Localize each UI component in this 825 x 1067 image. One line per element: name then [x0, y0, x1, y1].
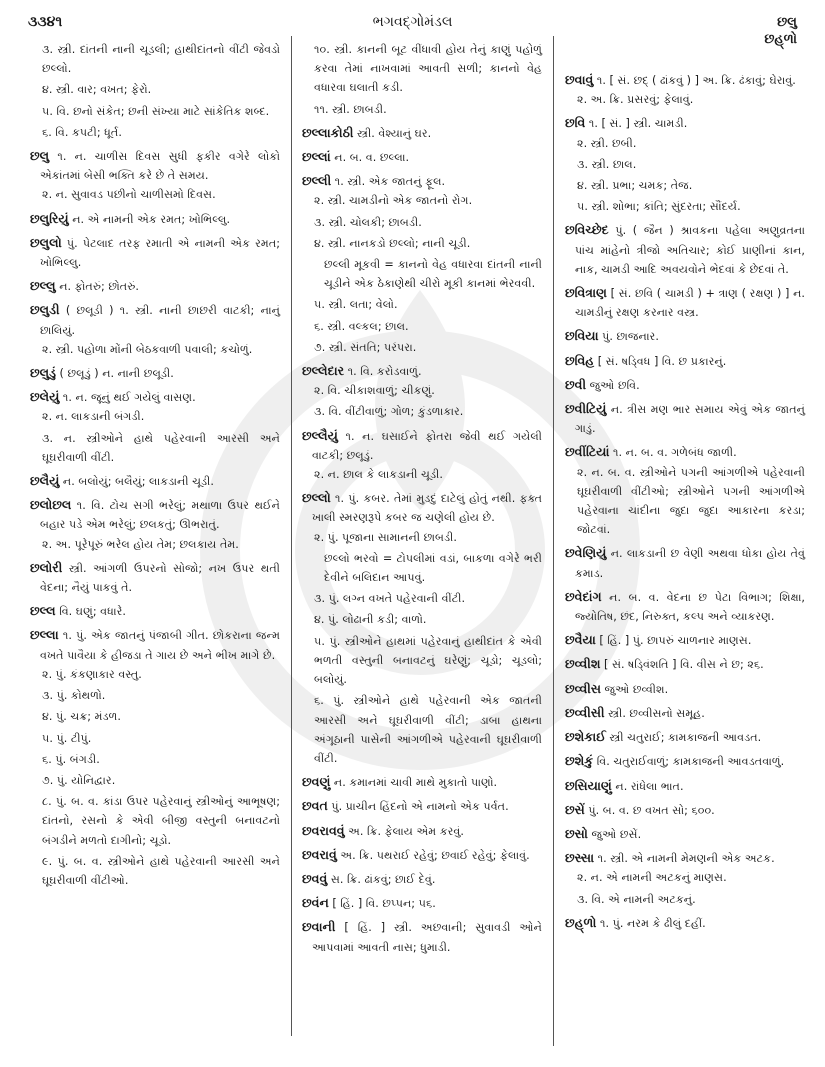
entry-first-line: [565, 442, 805, 462]
entry-definition: ૨. અ. પૂરેપૂરું ભરેલ હોય તેમ; છલકાય તેમ.: [42, 537, 239, 551]
entry-first-line: [30, 233, 280, 272]
entry-sense: [565, 463, 805, 540]
entry-definition: ૨. ન. છાલ કે લાકડાની ચૂડી.: [314, 468, 443, 482]
entry-first-line: [302, 821, 542, 841]
dictionary-entry: [302, 171, 542, 357]
entry-sense: ૩. પું. લગ્ન વખતે પહેરવાની વીંટી.: [314, 592, 466, 606]
entry-first-line: [565, 351, 805, 371]
entry-first-line: [565, 800, 805, 820]
guide-word-first: છલુ: [777, 15, 797, 30]
entry-sense: [30, 407, 280, 426]
entry-first-line: [565, 679, 805, 699]
entry-definition: સ. ક્રિ. ઢાંકવું; છાઈ દેવું.: [330, 872, 436, 886]
entry-definition: વિ. ઘણું; વધારે.: [59, 605, 126, 619]
entry-definition: ૧. ન. જૂનું થઈ ગયેલું વાસણ.: [62, 391, 196, 405]
entry-sense: ૪. પું. લોઢાની કડી; વાળો.: [314, 613, 427, 627]
entry-first-line: [565, 220, 805, 279]
entry-definition: ૪. સ્ત્રી. પ્રભા; ચમક; તેજ.: [577, 179, 693, 193]
entry-definition: ૨. સ્ત્રી. ચામડીનો એક જાતનો રોગ.: [314, 194, 473, 208]
entry-definition: પું. પેટલાદ તરફ રમાતી એ નામની એક રમત; ખોભિલ્લુ.: [40, 236, 281, 270]
dictionary-entry: [565, 703, 805, 723]
entry-headword: છવેદાંગ: [565, 588, 602, 604]
entry-headword: છલ્લાકોઠી: [302, 124, 354, 140]
entry-definition: ૨. ન. બ. વ. સ્ત્રીઓને પગની આંગળીએ પહેરવાની ઘૂઘરીવાળી વીંટીઓ; સ્ત્રીઓને પગની આંગળીએ પહેરવાના ચાંદીના જુદા જુદા આકારના કરડા; જોટવાં.: [577, 465, 805, 537]
entry-definition: ૨. પું. પૂજાના સામાનની છાબડી.: [314, 530, 457, 544]
dictionary-entry: [565, 543, 805, 582]
entry-definition: અ. ક્રિ. ફેલાય એમ કરવું.: [348, 824, 464, 838]
dictionary-entry: [30, 495, 280, 554]
dictionary-entry: [302, 40, 542, 119]
dictionary-entry: [302, 821, 542, 841]
dictionary-entry: [565, 679, 805, 699]
dictionary-entry: [565, 913, 805, 933]
entry-definition: ૩. પું. કોથળો.: [42, 689, 106, 703]
dictionary-entry: [302, 869, 542, 889]
entry-first-line: [302, 845, 542, 865]
entry-definition: ૫. વિ. છનો સંકેત; છની સંખ્યા માટે સાંકેતિક શબ્દ.: [42, 104, 270, 118]
entry-definition: ૨. પું. કંકણાકાર વસ્તુ.: [42, 667, 142, 681]
entry-headword: છવાની: [302, 919, 336, 935]
entry-definition: ન. એ નામની એક રમત; ખોભિલ્લુ.: [72, 212, 231, 226]
dictionary-entry: [565, 776, 805, 796]
entry-definition: ૧. [ સં. ] સ્ત્રી. ચામડી.: [588, 117, 688, 131]
entry-definition: ૧. પું. કબર. તેમાં મુડદું દાટેલું હોતું નથી. ફક્ત ખાલી સ્મરણરૂપે કબર જ ચણેલી હોય છે.: [312, 492, 543, 525]
entry-first-line: [565, 703, 805, 723]
entry-headword: છહ્‌ળો: [565, 914, 597, 930]
entry-sense: ૫. સ્ત્રી. લતા; વેલો.: [314, 298, 398, 312]
entry-headword: છલુરિયું: [30, 210, 69, 226]
dictionary-entry: [565, 375, 805, 395]
entry-headword: છવિહ: [565, 352, 595, 368]
entry-headword: છલુલો: [30, 234, 62, 250]
entry-definition: પું. બ. વ. છ વખત સો; ૬૦૦.: [588, 803, 715, 817]
entry-definition: ન. બ. વ. છલ્લા.: [334, 151, 410, 165]
entry-headword: છવેણિયું: [565, 545, 607, 561]
entry-sense: [30, 729, 280, 748]
dictionary-entry: [565, 220, 805, 279]
entry-first-line: [565, 399, 805, 438]
entry-definition: [ હિં. ] પું. છાપરું ચાળનાર માણસ.: [599, 634, 752, 648]
entry-first-line: [302, 796, 542, 816]
entry-definition: ૫. પું. ટીપું.: [42, 731, 92, 745]
entry-headword: છસિયાણું: [565, 777, 612, 793]
entry-sense: ૬. સ્ત્રી. વલ્કલ; છાલ.: [314, 319, 409, 333]
entry-headword: છલ્લૈયું: [302, 427, 338, 443]
dictionary-entry: [30, 209, 280, 229]
entry-first-line: [302, 488, 542, 527]
entry-first-line: [302, 171, 542, 191]
entry-headword: છલુ: [30, 148, 50, 164]
entry-definition: જુઓ છવ્વીશ.: [604, 682, 669, 696]
entry-first-line: [30, 300, 280, 339]
entry-headword: છવત: [302, 798, 328, 814]
entry-first-line: [30, 276, 280, 296]
entry-sense: [30, 40, 280, 78]
entry-definition: સ્ત્રી. આંગળી ઉપરનો સોજો; નખ ઉપર થતી વેદના; નૈયું પાકવું તે.: [40, 561, 281, 595]
entry-headword: છવરાવું: [302, 846, 337, 862]
entry-headword: છવ્વીશ: [565, 656, 601, 672]
entry-headword: છલ્લેદાર: [302, 363, 345, 379]
dictionary-entry: [565, 326, 805, 346]
entry-headword: છલ્લી: [302, 173, 332, 189]
entry-definition: ૧. વિ. ટોચ સગી ભરેલું; મથાળા ઉપર થઈને બહાર પડે એમ ભરેલું; છલકતું; ઊભરાતું.: [40, 499, 280, 532]
entry-sense: [565, 155, 805, 174]
dictionary-entry: [565, 70, 805, 109]
entry-first-line: [302, 869, 542, 889]
dictionary-entry: [30, 146, 280, 205]
entry-first-line: [302, 772, 542, 792]
entry-first-line: [565, 727, 805, 747]
entry-sense: [30, 750, 280, 769]
entry-sense: [565, 134, 805, 153]
entry-sense: [30, 792, 280, 850]
entry-definition: ૧. ન. બ. વ. ગળેબંધ જાળી.: [613, 446, 737, 460]
entry-definition: ૧૧. સ્ત્રી. છાબડી.: [314, 102, 387, 116]
entry-definition: ૩. સ્ત્રી. ચોલકી; છાબડી.: [314, 215, 422, 229]
dictionary-entry: [565, 727, 805, 747]
dictionary-entry: [30, 558, 280, 597]
entry-sense: ૭. સ્ત્રી. સંતતિ; પરંપરા.: [314, 340, 417, 354]
dictionary-entry: [30, 363, 280, 383]
entry-definition: ૯. પું. બ. વ. સ્ત્રીઓને હાથે પહેરવાની આરસી અને ઘૂઘરીવાળી વીંટીઓ.: [42, 854, 280, 887]
entry-definition: ( છલૂડું ) ન. નાની છલૂડી.: [59, 367, 174, 381]
entry-definition: ન. ત્રીસ મણ ભાર સમાય એવું એક જાતનું ગાડું.: [575, 403, 805, 436]
entry-headword: છશેકાઈ: [565, 729, 606, 745]
entry-headword: છવ્વીસી: [565, 704, 605, 720]
entry-first-line: [565, 654, 805, 674]
dictionary-entry: [30, 601, 280, 621]
entry-headword: છસેં: [565, 801, 585, 817]
dictionary-entry: [565, 283, 805, 322]
entry-sense: [565, 890, 805, 909]
entry-sense: [302, 213, 542, 232]
entry-definition: અ. ક્રિ. પથરાઈ રહેવું; છવાઈ રહેવું; ફેલાવું.: [340, 848, 530, 862]
entry-first-line: [302, 426, 542, 465]
entry-definition: સ્ત્રી. વેશ્યાનું ઘર.: [357, 126, 432, 140]
entry-definition: ૧. ન. ઘસાઈને ફોતરા જેવી થઈ ગયેલી વાટકી; છલૂડું.: [312, 429, 542, 462]
entry-definition: [ સં. ષડ્વિધ ] વિ. છ પ્રકારનું.: [597, 354, 727, 368]
entry-first-line: [565, 751, 805, 771]
dictionary-entry: [302, 893, 542, 913]
entry-sense: [302, 528, 542, 547]
entry-headword: છવિ: [565, 115, 586, 131]
entry-definition: પું. ( જૈન ) શ્રાવકના પહેલા અણુવ્રતના પાંચ માંહેનો ત્રીજો અતિચાર; કોઈ પ્રાણીનાં કાન, નાક, ચામડી આદિ અવયવોને ભેદવાં કે છેદવાં તે.: [575, 224, 805, 276]
entry-headword: છવીટિયું: [565, 401, 607, 417]
entry-definition: ૨. ન. સુવાવડ પછીનો ચાળીસમો દિવસ.: [42, 188, 216, 202]
dictionary-entry: [302, 123, 542, 143]
guide-words: [764, 14, 797, 48]
entry-first-line: [565, 824, 805, 844]
entry-first-line: [30, 558, 280, 597]
entry-sense: [302, 191, 542, 210]
entry-first-line: [565, 283, 805, 322]
entry-first-line: [302, 917, 542, 956]
entry-first-line: [30, 495, 280, 534]
entry-headword: છલોરી: [30, 559, 63, 575]
entry-headword: છવીંટિયાં: [565, 444, 610, 460]
entry-definition: ૨. ન. એ નામની અટકનું માણસ.: [577, 871, 727, 885]
dictionary-entry: [30, 300, 280, 359]
entry-definition: ૪. સ્ત્રી. વાર; વખત; ફેરો.: [42, 83, 152, 97]
entry-sense: [302, 234, 542, 253]
entry-definition: ન. લાકડાની છ વેણી અથવા ધોકા હોય તેવું કમાડ.: [575, 547, 805, 580]
dictionary-entry: [30, 276, 280, 296]
entry-definition: ૨. સ્ત્રી. છબી.: [577, 136, 637, 150]
dictionary-entry: [30, 471, 280, 491]
entry-definition: ૭. પું. યોનિદ્વાર.: [42, 773, 116, 787]
entry-sense: ૫. પું. સ્ત્રીઓને હાથમાં પહેરવાનું હાથીદાંત કે એવી ભળતી વસ્તુની બનાવટનું ઘરેણું; ચૂડો; ચૂડલો; બલોયું.: [314, 634, 542, 687]
entry-headword: છશેકું: [565, 753, 594, 769]
running-title: ભગવદ્ગોમંડલ: [372, 14, 453, 30]
entry-definition: [ સં. ષડ્વિંશતિ ] વિ. વીસ ને છ; ૨૬.: [604, 658, 764, 672]
dictionary-entry: [30, 625, 280, 890]
dictionary-entry: [565, 751, 805, 771]
entry-definition: ૩. ન. સ્ત્રીઓને હાથે પહેરવાની આરસી અને ઘૂઘરીવાળી વીંટી.: [42, 431, 280, 464]
entry-headword: છલ્લાં: [302, 149, 331, 165]
entry-headword: છવિચ્છેદ: [565, 222, 609, 238]
entry-first-line: [302, 147, 542, 167]
entry-sense: [302, 40, 542, 98]
entry-headword: છવૈયા: [565, 632, 596, 648]
dictionary-entry: [302, 361, 542, 422]
dictionary-entry: [565, 800, 805, 820]
entry-definition: [ હિં. ] વિ. છપ્પન; ૫૬.: [332, 897, 436, 911]
entry-definition: ન. ફોતરું; છોતરું.: [59, 280, 139, 294]
entry-sense: [565, 176, 805, 195]
entry-definition: ન. બલોયું; બલૈયું; લાકડાની ચૂડી.: [62, 475, 214, 489]
dictionary-entry: [565, 113, 805, 216]
dictionary-entry: [30, 387, 280, 467]
entry-first-line: [30, 209, 280, 229]
dictionary-entry: [30, 40, 280, 142]
entry-headword: છસ્સા: [565, 850, 595, 866]
entry-sense: [30, 429, 280, 467]
entry-sense: ૬. પું. સ્ત્રીઓને હાથે પહેરવાની એક જાતની આરસી અને ઘૂઘરીવાળી વીંટી; ડાબા હાથના અંગૂઠાની પાસેની આંગળીએ પહેરવાની ઘૂઘરીવાળી વીંટી.: [314, 694, 542, 765]
entry-definition: ૧. વિ. કરોડવાળું.: [347, 365, 422, 379]
entry-sense: [30, 771, 280, 790]
entry-definition: ૬. પું. બંગડી.: [42, 752, 100, 766]
entry-sense: [302, 381, 542, 400]
dictionary-entry: [302, 772, 542, 792]
entry-sense: [30, 123, 280, 142]
entry-first-line: [565, 326, 805, 346]
entry-first-line: [30, 387, 280, 407]
entry-definition: ૧. [ સં. છદ્ ( ઢાંકવું ) ] અ. ક્રિ. ઢંકાવું; ઘેરાવું.: [596, 74, 796, 87]
dictionary-entry: [565, 654, 805, 674]
entry-sense: [302, 465, 542, 484]
dictionary-entry: [302, 426, 542, 485]
dictionary-entry: [302, 488, 542, 768]
entry-definition: ૧. ન. ચાળીસ દિવસ સુધી ફકીર વગેરે લોકો એકાંતમાં બેસી ભક્તિ કરે છે તે સમય.: [40, 150, 280, 183]
entry-definition: ૪. પું. ચક્ર; મંડળ.: [42, 710, 121, 724]
entry-sense: [30, 686, 280, 705]
entry-definition: [ હિં. ] સ્ત્રી. અછવાની; સુવાવડી ઓને આપવામાં આવતી નાસ; ધુમાડી.: [312, 921, 543, 954]
entry-sense: [30, 102, 280, 121]
entry-headword: છવવું: [302, 870, 328, 886]
entry-headword: છવિત્રાણ: [565, 285, 607, 301]
dictionary-entry: [565, 587, 805, 626]
entry-first-line: [565, 776, 805, 796]
dictionary-entry: [302, 917, 542, 956]
entry-first-line: [565, 543, 805, 582]
entry-sense: [30, 665, 280, 684]
dictionary-entry: [302, 845, 542, 865]
dictionary-entry: [30, 233, 280, 272]
entry-headword: છવાવું: [565, 72, 594, 87]
entry-sense: [302, 402, 542, 421]
entry-first-line: [302, 361, 542, 381]
entry-definition: ૧. પું. નરમ કે ઢીલું દહીં.: [600, 916, 706, 930]
entry-headword: છલ્લ: [30, 603, 56, 619]
entry-definition: ૮. પું. બ. વ. કાંડા ઉપર પહેરવાનું સ્ત્રીઓનું આભૂષણ; દાંતનો, રસનો કે એવી બીજી વસ્તુની બનાવટનો બંગડીને મળતો દાગીનો; ચૂડો.: [42, 795, 280, 847]
entry-definition: ૩. વિ. એ નામની અટકનું.: [577, 892, 696, 906]
dictionary-entry: [302, 796, 542, 816]
entry-definition: ૪. સ્ત્રી. નાનકડો છલ્લો; નાની ચૂડી.: [314, 236, 471, 250]
entry-definition: સ્ત્રી. છવ્વીસનો સમૂહ.: [608, 706, 705, 720]
entry-headword: છલૈયું: [30, 473, 60, 489]
entry-headword: છલ્લા: [30, 627, 59, 643]
entry-sense: [565, 90, 805, 109]
entry-definition: ૧. સ્ત્રી. એ નામની મેમણની એક અટક.: [597, 852, 775, 866]
entry-usage-note: છલ્લો ભરવો = ટોપલીમાં વડાં, બાકળા વગેરે ભરી દેવીને બલિદાન આપવું.: [324, 551, 542, 585]
entry-headword: છલ્લુ: [30, 278, 56, 294]
entry-sense: [30, 340, 280, 359]
entry-definition: જુઓ છવિ.: [589, 378, 640, 392]
entry-sense: [302, 100, 542, 119]
entry-sense: [30, 535, 280, 554]
entry-definition: ૩. સ્ત્રી. દાંતની નાની ચૂડલી; હાથીદાંતનો વીંટી જેવડો છલ્લો.: [42, 43, 280, 76]
dictionary-entry: [565, 630, 805, 650]
entry-first-line: [565, 113, 805, 133]
entry-definition: ૩. વિ. વીંટીવાળું; ગોળ; કુંડળાકાર.: [314, 405, 464, 419]
entry-sense: [30, 185, 280, 204]
entry-headword: છવણું: [302, 774, 331, 790]
entry-sense: [30, 707, 280, 726]
dictionary-entry: [565, 848, 805, 909]
entry-definition: ૨. સ્ત્રી. પહોળા મોંની બેઠકવાળી પવાલી; કચોળું.: [42, 342, 253, 356]
entry-headword: છલ્લો: [302, 490, 331, 506]
entry-definition: ૧. પું. એક જાતનું પંજાબી ગીત. છોકરાના જન્મ વખતે પાવૈયા કે હીજડા તે ગાય છે અને ભીખ માગે છે.: [40, 629, 280, 662]
entry-first-line: [565, 630, 805, 650]
entry-definition: ન. કમાનમાં ચાવી માથે મુકાતો પાણો.: [333, 776, 498, 790]
dictionary-entry: [565, 824, 805, 844]
entry-sense: [30, 852, 280, 890]
column-divider: [291, 36, 292, 1036]
entry-usage-note: છલ્લી મૂકવી = કાનનો વેહ વધારવા દાંતની નાની ચૂડીને એક ઠેકાણેથી ચીરો મૂકી કાનમાં ભેરવવી.: [324, 258, 542, 291]
entry-definition: ન. બ. વ. વેદના છ પેટા વિભાગ; શિક્ષા, જ્યોતિષ, છંદ, નિરુક્ત, કલ્પ અને વ્યાકરણ.: [575, 590, 805, 624]
entry-definition: ન. રાંધેલા ભાત.: [615, 779, 684, 793]
dictionary-entry: [565, 442, 805, 539]
entry-first-line: [302, 123, 542, 143]
entry-headword: છવી: [565, 376, 587, 392]
entry-headword: છવ્વીસ: [565, 680, 601, 696]
entry-first-line: [30, 601, 280, 621]
entry-headword: છવરાવવું: [302, 822, 345, 838]
entry-definition: પું. છાજનાર.: [602, 330, 659, 344]
entry-headword: છવંન: [302, 895, 329, 911]
page-number: ૩૩૪૧: [28, 14, 63, 30]
entry-definition: સ્ત્રી ચતુરાઈ; કામકાજની આવડત.: [609, 731, 762, 745]
entry-headword: છલેયું: [30, 389, 60, 405]
entry-sense: [30, 80, 280, 99]
entry-first-line: [302, 893, 542, 913]
entry-definition: ૧૦. સ્ત્રી. કાનની બૂટ વીંધાવી હોય તેનું કાણું પહોળું કરવા તેમાં નાખવામાં આવતી સળી; કાનનો વેહ વધારવા ઘલાતી કડી.: [314, 43, 542, 95]
entry-definition: [ સં. છવિ ( ચામડી ) + ત્રાણ ( રક્ષણ ) ] ન. ચામડીનું રક્ષણ કરનાર વસ્ત્ર.: [575, 287, 805, 320]
entry-first-line: [565, 913, 805, 933]
entry-sense: [565, 197, 805, 216]
column-middle: [302, 40, 542, 961]
entry-definition: ૩. સ્ત્રી. છાલ.: [577, 157, 637, 171]
entry-headword: છલુડું: [30, 365, 56, 381]
entry-first-line: [30, 146, 280, 185]
guide-word-last: છહ્‌ળો: [764, 32, 797, 47]
entry-definition: ૬. વિ. કપટી; ધૂર્ત.: [42, 125, 122, 139]
entry-headword: છલોછલ: [30, 497, 72, 513]
entry-first-line: [565, 587, 805, 626]
entry-definition: પું. પ્રાચીન હિંદનો એ નામનો એક પર્વત.: [331, 800, 509, 814]
entry-first-line: [565, 70, 805, 90]
entry-definition: ૨. અ. ક્રિ. પ્રસરવું; ફેલાવું.: [577, 93, 694, 107]
dictionary-entry: [565, 399, 805, 438]
entry-definition: ૨. વિ. ચીકાશવાળું; ચીકણું.: [314, 384, 435, 398]
dictionary-entry: [565, 351, 805, 371]
entry-definition: જુઓ છસેં.: [591, 827, 642, 841]
entry-definition: ૧. સ્ત્રી. એક જાતનું ફૂલ.: [334, 175, 446, 189]
entry-headword: છવિયા: [565, 328, 599, 344]
entry-first-line: [30, 363, 280, 383]
dictionary-entry: [302, 147, 542, 167]
entry-first-line: [30, 625, 280, 664]
entry-definition: ૫. સ્ત્રી. શોભા; કાંતિ; સુંદરતા; સૌંદર્ય.: [577, 200, 741, 214]
entry-headword: છલુડી: [30, 302, 60, 318]
entry-first-line: [565, 848, 805, 868]
entry-headword: છસો: [565, 825, 588, 841]
entry-definition: ( છલૂડી ) ૧. સ્ત્રી. નાની છાછરી વાટકી; નાનું છાલિયું.: [40, 304, 280, 337]
entry-first-line: [565, 375, 805, 395]
entry-definition: ૨. ન. લાકડાની બંગડી.: [42, 410, 145, 424]
column-divider: [553, 36, 554, 1046]
column-left: [30, 40, 280, 894]
entry-first-line: [30, 471, 280, 491]
entry-sense: [565, 868, 805, 887]
entry-definition: વિ. ચતુરાઈવાળું; કામકાજની આવડતવાળું.: [596, 755, 785, 769]
column-right: [565, 70, 805, 937]
